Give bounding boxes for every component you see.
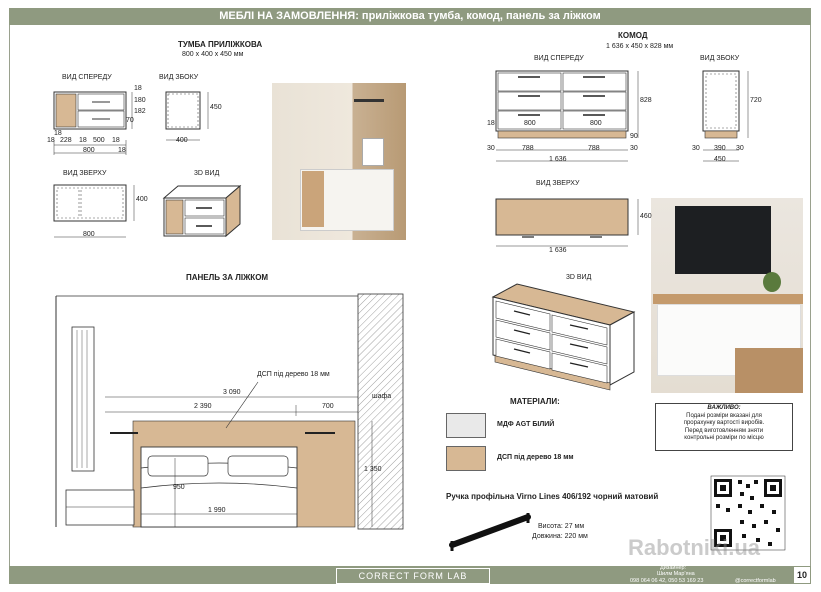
dim-label: 400 <box>136 196 148 203</box>
watermark: Rabotniki.ua <box>628 535 761 560</box>
dresser-size: 1 636 x 450 x 828 мм <box>606 43 674 50</box>
bedside-top-view <box>54 185 134 237</box>
dresser-top-label: ВИД ЗВЕРХУ <box>536 180 580 187</box>
dresser-front-view <box>496 71 638 161</box>
dim-label: 788 <box>522 145 534 152</box>
dresser-front-label: ВИД СПЕРЕДУ <box>534 55 584 62</box>
note-title: ВАЖЛИВО: <box>707 405 741 411</box>
dim-label: 800 <box>83 147 95 154</box>
panel-title: ПАНЕЛЬ ЗА ЛІЖКОМ <box>186 273 269 282</box>
dim-label: 450 <box>714 156 726 163</box>
dim-label: 30 <box>487 145 495 152</box>
dim-label: 460 <box>640 213 652 220</box>
dim-label: 700 <box>322 403 334 410</box>
note-line: Перед виготовленням зняти <box>684 427 764 434</box>
material-label: МДФ AGT БІЛИЙ <box>497 421 555 428</box>
bedside-side-view <box>166 92 208 140</box>
bedside-front-label: ВИД СПЕРЕДУ <box>62 74 112 81</box>
dresser-3d-label: 3D ВИД <box>566 274 592 281</box>
dim-label: 788 <box>588 145 600 152</box>
note-line: Подані розміри вказані для <box>686 412 762 419</box>
dim-label: 800 <box>590 120 602 127</box>
dim-label: 3 090 <box>223 389 241 396</box>
bedside-top-label: ВИД ЗВЕРХУ <box>63 170 107 177</box>
bedside-front-view <box>54 92 132 155</box>
page-title: МЕБЛІ НА ЗАМОВЛЕННЯ: приліжкова тумба, комод, панель за ліжком <box>9 8 811 25</box>
note-line: прорахунку вартості виробів. <box>683 420 765 426</box>
important-note <box>655 403 793 451</box>
dim-label: 90 <box>630 133 638 140</box>
dim-label: 390 <box>714 145 726 152</box>
page-number: 10 <box>793 566 811 584</box>
wardrobe-label: шафа <box>372 393 392 400</box>
designer-phones: 098 064 06 42, 050 53 169 23 <box>630 578 704 584</box>
material-label: ДСП під дерево 18 мм <box>497 454 574 461</box>
panel-elevation <box>56 294 403 529</box>
dim-label: 800 <box>83 231 95 238</box>
handle-drawing <box>452 513 528 551</box>
dim-label: 1 636 <box>549 247 567 254</box>
dim-label: 800 <box>524 120 536 127</box>
bedside-size: 800 x 400 x 450 мм <box>182 51 244 58</box>
handle-height: Висота: 27 мм <box>538 523 585 530</box>
dim-label: 18 <box>112 137 120 144</box>
designer-label: Дизайнер: <box>660 565 687 571</box>
panel-callout: ДСП під дерево 18 мм <box>257 371 330 378</box>
dim-label: 18 <box>118 147 126 154</box>
dim-label: 70 <box>126 117 134 124</box>
bedside-3d-label: 3D ВИД <box>194 170 220 177</box>
bedside-3d-view <box>164 186 240 236</box>
dim-label: 30 <box>630 145 638 152</box>
dim-label: 720 <box>750 97 762 104</box>
dim-label: 500 <box>93 137 105 144</box>
instagram-handle: @correctformlab <box>735 578 776 584</box>
dim-label: 828 <box>640 97 652 104</box>
dim-label: 2 390 <box>194 403 212 410</box>
bedside-side-label: ВИД ЗБОКУ <box>159 74 199 81</box>
bedside-photo <box>272 83 406 240</box>
dim-label: 18 <box>47 137 55 144</box>
material-swatch <box>446 413 486 438</box>
dim-label: 228 <box>60 137 72 144</box>
dim-label: 30 <box>736 145 744 152</box>
dim-label: 18 <box>487 120 495 127</box>
dim-label: 1 636 <box>549 156 567 163</box>
note-line: контрольні розміри по місцю <box>684 435 764 441</box>
material-swatch <box>446 446 486 471</box>
dim-label: 180 <box>134 97 146 104</box>
brand-logo: CORRECT FORM LAB <box>336 568 490 584</box>
dim-label: 182 <box>134 108 146 115</box>
materials-title: МАТЕРІАЛИ: <box>510 397 560 406</box>
handle-length: Довжина: 220 мм <box>532 533 588 540</box>
dim-label: 400 <box>176 137 188 144</box>
designer-name: Шилм Марʼяна <box>657 571 695 577</box>
dresser-title: КОМОД <box>618 31 648 40</box>
bedside-title: ТУМБА ПРИЛІЖКОВА <box>178 40 263 49</box>
dim-label: 18 <box>134 85 142 92</box>
dresser-top-view <box>496 199 638 246</box>
dim-label: 18 <box>79 137 87 144</box>
dresser-photo <box>651 198 803 393</box>
dim-label: 30 <box>692 145 700 152</box>
dim-label: 18 <box>54 130 62 137</box>
dresser-3d-view <box>493 284 634 390</box>
dim-label: 450 <box>210 104 222 111</box>
dresser-side-label: ВИД ЗБОКУ <box>700 55 740 62</box>
dim-label: 1 990 <box>208 507 226 514</box>
dim-label: 950 <box>173 484 185 491</box>
dim-label: 1 350 <box>364 466 382 473</box>
handle-title: Ручка профільна Virno Lines 406/192 чорний матовий <box>446 492 659 501</box>
